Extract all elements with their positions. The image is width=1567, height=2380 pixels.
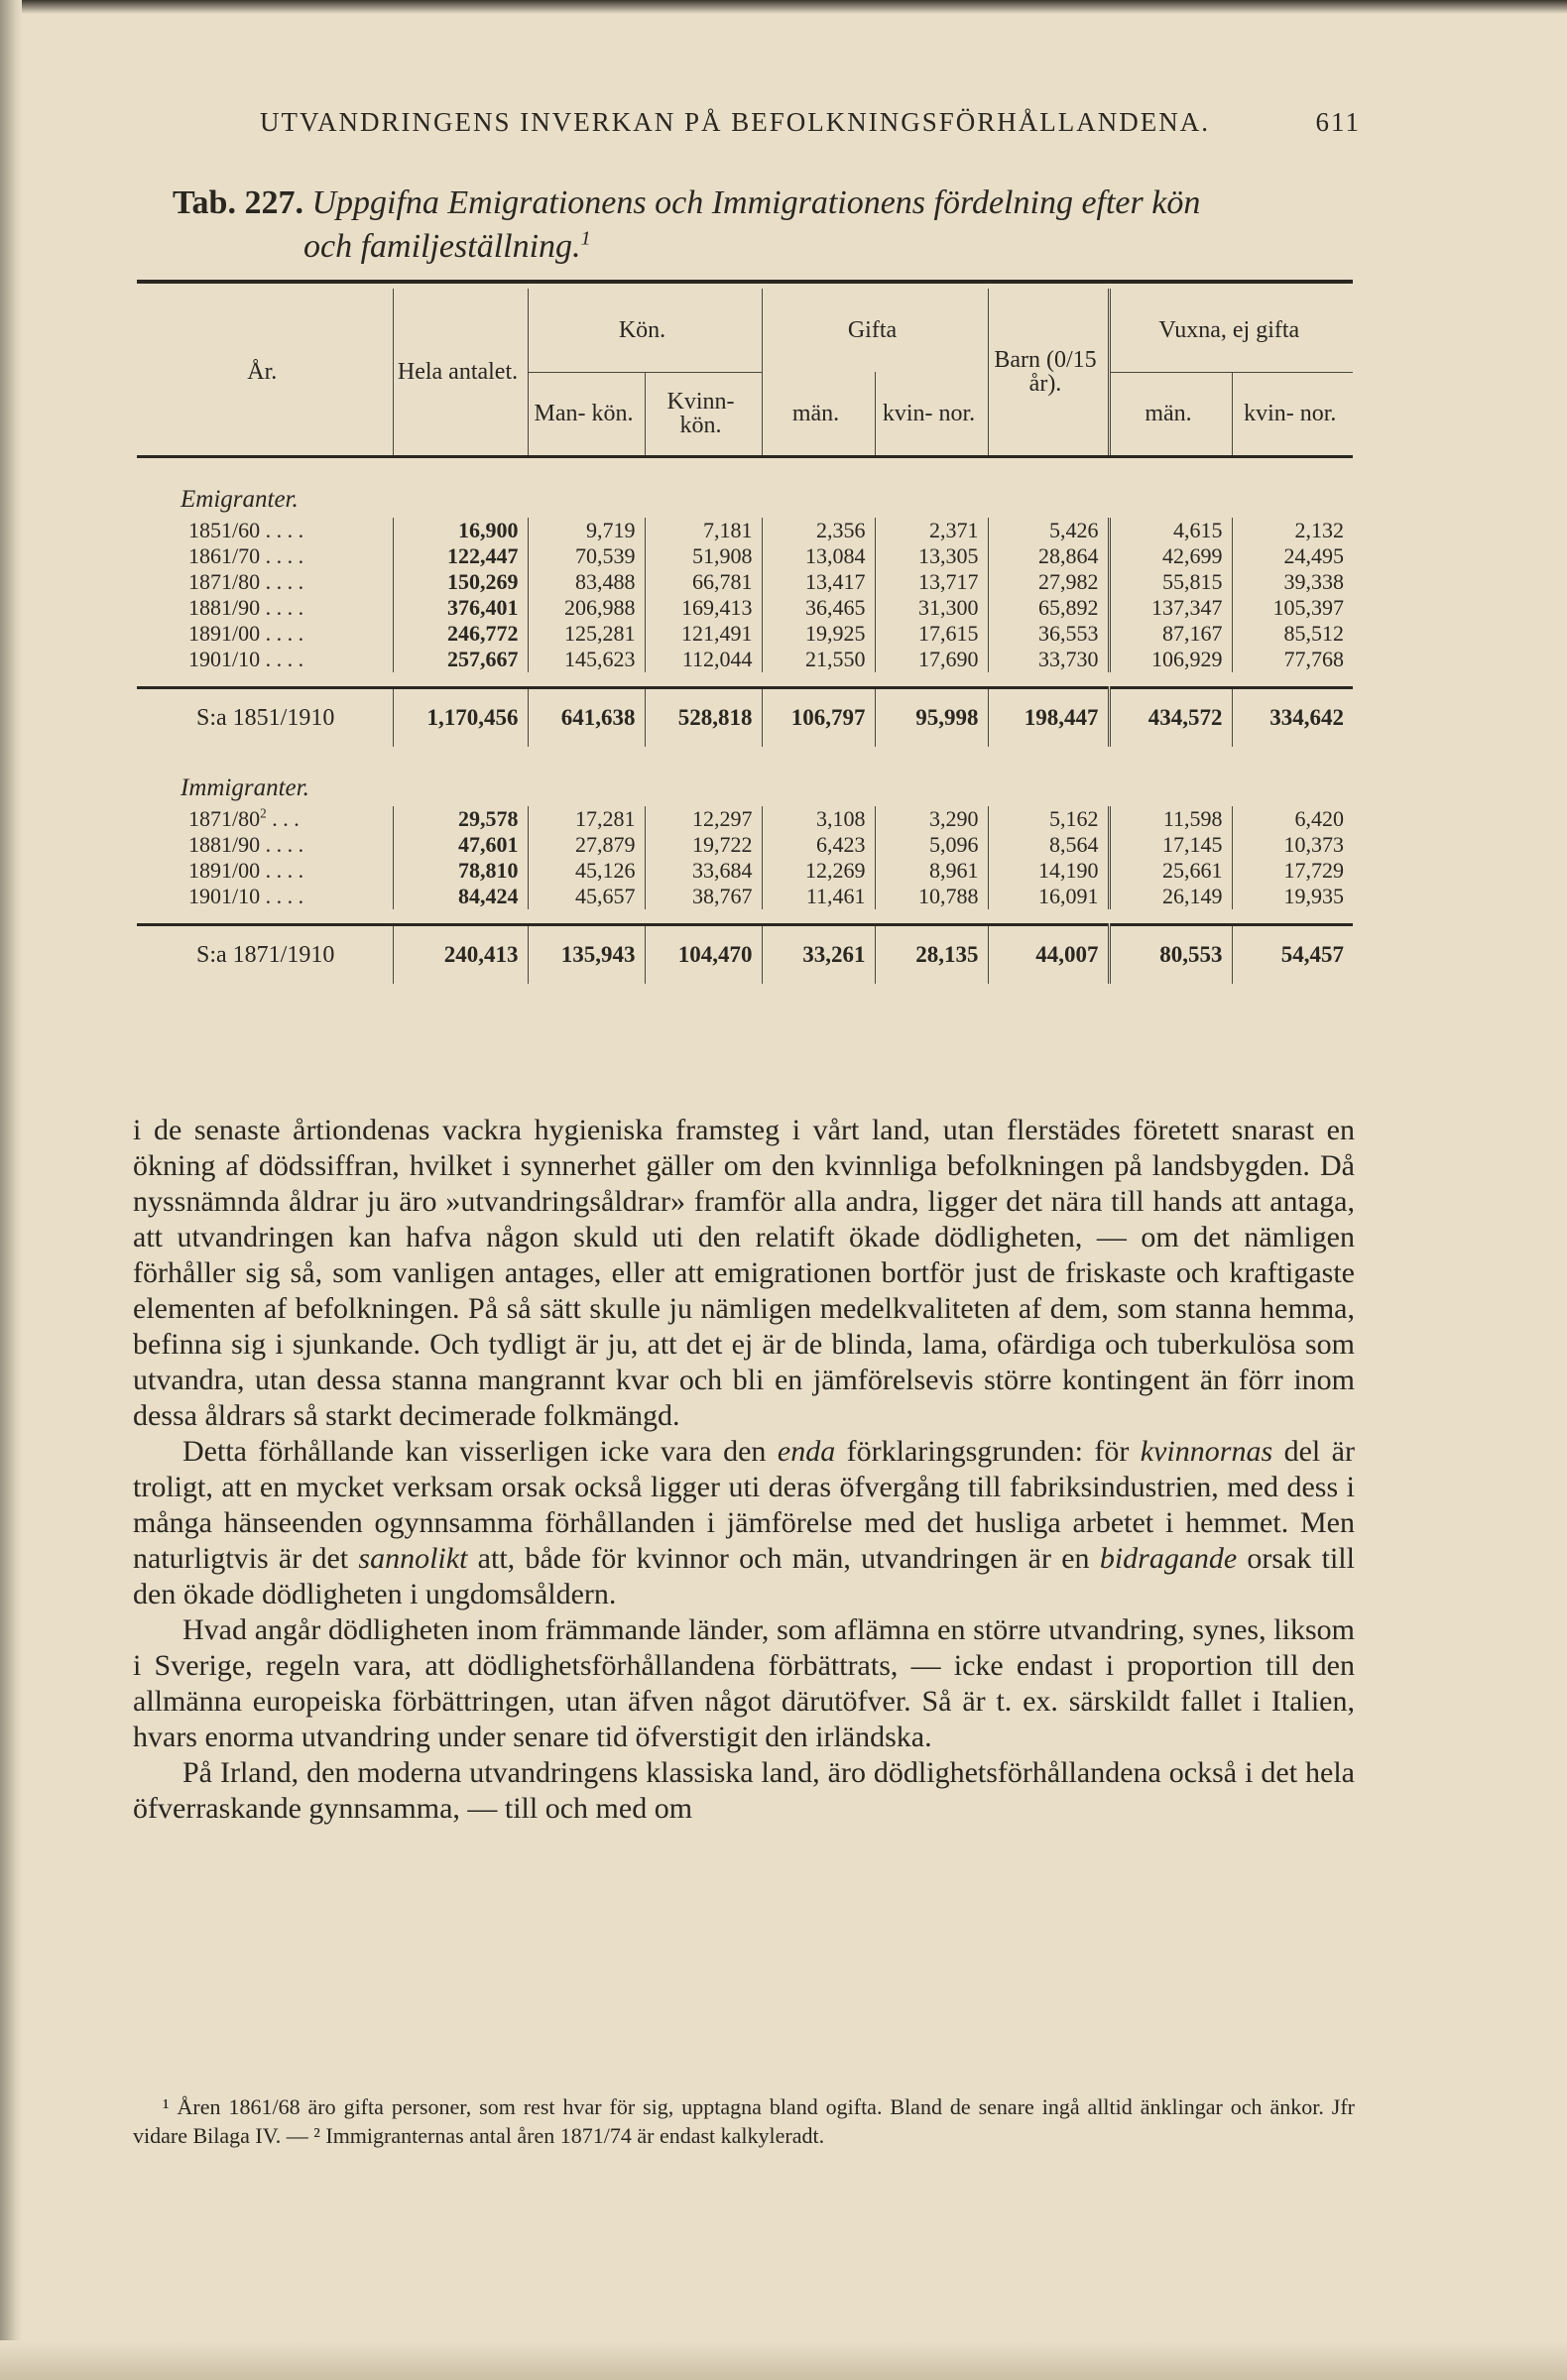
- sum-label: S:a 1871/1910: [137, 925, 393, 985]
- section-immigrants: Immigranter.: [181, 774, 309, 801]
- row-year: 1891/00 . . . .: [188, 858, 304, 883]
- sum-total: 240,413: [393, 925, 528, 985]
- cell-women: 51,908: [645, 543, 762, 569]
- cell-children: 33,730: [988, 647, 1109, 672]
- cell-total: 78,810: [393, 858, 528, 884]
- paragraph-3: Hvad angår dödligheten inom främmande länder, som aflämna en större utvandring, synes, liksom i Sverige, regeln vara, att dödlighetsförhållandena förbättrats, — icke endast i proportion till den allmänna europeiska förbättringen, utan äfven något därutöfver. Så är t. ex. särskildt fallet i Italien, hvars enorma utvandring under senare tid öfverstigit den irländska.: [133, 1613, 1355, 1753]
- header-children: Barn (0/15 år).: [988, 289, 1109, 455]
- paragraph-2-text: att, både för kvinnor och män, utvandringen är en: [467, 1542, 1100, 1575]
- emphasis-enda: enda: [777, 1435, 836, 1468]
- cell-children: 36,553: [988, 621, 1109, 647]
- cell-men: 206,988: [528, 595, 645, 621]
- header-married-men: män.: [762, 372, 875, 455]
- cell-total: 150,269: [393, 569, 528, 595]
- cell-adult-men: 25,661: [1109, 858, 1232, 884]
- row-year: 1891/00 . . . .: [188, 621, 304, 646]
- immigrants-sum-row: [137, 925, 1353, 985]
- cell-women: 12,297: [645, 806, 762, 832]
- footnote-ref: 2: [260, 805, 267, 821]
- cell-married-women: 10,788: [875, 884, 988, 909]
- cell-women: 33,684: [645, 858, 762, 884]
- table-caption: [173, 181, 1363, 269]
- paragraph-4: På Irland, den moderna utvandringens klassiska land, äro dödlighetsförhållandena också i det hela öfverraskande gynnsamma, — till och med om: [133, 1756, 1355, 1825]
- sum-adult-men: 434,572: [1109, 688, 1232, 748]
- cell-women: 121,491: [645, 621, 762, 647]
- cell-men: 125,281: [528, 621, 645, 647]
- cell-men: 27,879: [528, 832, 645, 858]
- table-title-line2-text: och familjeställning.: [303, 228, 581, 265]
- cell-adult-women: 19,935: [1232, 884, 1353, 909]
- cell-adult-women: 10,373: [1232, 832, 1353, 858]
- cell-married-men: 21,550: [762, 647, 875, 672]
- cell-children: 8,564: [988, 832, 1109, 858]
- cell-adult-men: 4,615: [1109, 518, 1232, 543]
- cell-children: 28,864: [988, 543, 1109, 569]
- table-row: [137, 806, 1353, 832]
- sum-children: 44,007: [988, 925, 1109, 985]
- sum-adult-women: 54,457: [1232, 925, 1353, 985]
- cell-adult-women: 105,397: [1232, 595, 1353, 621]
- header-married-women: kvin- nor.: [875, 372, 988, 455]
- sum-married-men: 106,797: [762, 688, 875, 748]
- table-row: [137, 621, 1353, 647]
- row-year: 1871/80 . . . .: [188, 569, 304, 594]
- cell-men: 45,657: [528, 884, 645, 909]
- sum-married-men: 33,261: [762, 925, 875, 985]
- cell-women: 112,044: [645, 647, 762, 672]
- cell-total: 257,667: [393, 647, 528, 672]
- row-year: 1881/90 . . . .: [188, 832, 304, 857]
- table-title-line1: Uppgifna Emigrationens och Immigrationens fördelning efter kön: [311, 184, 1201, 221]
- page-edge-left: [0, 0, 22, 2380]
- cell-men: 70,539: [528, 543, 645, 569]
- body-text: [133, 1113, 1355, 1827]
- cell-married-men: 36,465: [762, 595, 875, 621]
- section-emigrants: Emigranter.: [181, 486, 299, 513]
- header-adults: Vuxna, ej gifta: [1109, 289, 1353, 372]
- table-row: [137, 647, 1353, 672]
- cell-men: 45,126: [528, 858, 645, 884]
- page-number: 611: [1315, 107, 1361, 137]
- sum-adult-women: 334,642: [1232, 688, 1353, 748]
- cell-married-women: 13,717: [875, 569, 988, 595]
- row-year: 1901/10 . . . .: [188, 884, 304, 908]
- cell-adult-men: 42,699: [1109, 543, 1232, 569]
- header-adult-men: män.: [1109, 372, 1232, 455]
- header-sex: Kön.: [528, 289, 762, 372]
- cell-married-men: 6,423: [762, 832, 875, 858]
- cell-adult-men: 87,167: [1109, 621, 1232, 647]
- table-row: [137, 543, 1353, 569]
- sum-women: 104,470: [645, 925, 762, 985]
- paragraph-2-text: del är troligt, att en mycket verksam orsak också ligger uti deras öfvergång till fabriksindustrien, med dess i många hänseenden ogynnsamma förhållanden i jämförelse med det husliga arbetet i hemmet. Men naturligtvis är det: [133, 1435, 1355, 1575]
- table-row: [137, 569, 1353, 595]
- cell-married-women: 8,961: [875, 858, 988, 884]
- row-year: 1861/70 . . . .: [188, 543, 304, 568]
- sum-children: 198,447: [988, 688, 1109, 748]
- footnote-ref: 1: [580, 227, 591, 250]
- row-year: 1881/90 . . . .: [188, 595, 304, 620]
- sum-total: 1,170,456: [393, 688, 528, 748]
- cell-total: 122,447: [393, 543, 528, 569]
- header-men-sex: Man- kön.: [528, 372, 645, 455]
- cell-married-men: 13,084: [762, 543, 875, 569]
- table-row: [137, 518, 1353, 543]
- emphasis-kvinnornas: kvinnornas: [1140, 1435, 1273, 1468]
- cell-married-women: 17,690: [875, 647, 988, 672]
- cell-married-men: 12,269: [762, 858, 875, 884]
- cell-adult-women: 6,420: [1232, 806, 1353, 832]
- row-year: 1901/10 . . . .: [188, 647, 304, 671]
- sum-married-women: 95,998: [875, 688, 988, 748]
- cell-women: 38,767: [645, 884, 762, 909]
- cell-women: 66,781: [645, 569, 762, 595]
- running-head: [260, 107, 1361, 138]
- cell-children: 5,162: [988, 806, 1109, 832]
- row-year: [137, 806, 393, 832]
- cell-total: 246,772: [393, 621, 528, 647]
- paragraph-2-text: Detta förhållande kan visserligen icke vara den: [182, 1435, 778, 1468]
- paragraph-2-text: förklaringsgrunden: för: [835, 1435, 1141, 1468]
- cell-married-women: 3,290: [875, 806, 988, 832]
- statistics-table: [137, 280, 1353, 984]
- cell-children: 27,982: [988, 569, 1109, 595]
- cell-married-women: 31,300: [875, 595, 988, 621]
- sum-men: 641,638: [528, 688, 645, 748]
- row-year: 1851/60 . . . .: [188, 518, 304, 542]
- cell-adult-women: 2,132: [1232, 518, 1353, 543]
- cell-women: 19,722: [645, 832, 762, 858]
- cell-total: 16,900: [393, 518, 528, 543]
- table-row: [137, 595, 1353, 621]
- cell-married-men: 19,925: [762, 621, 875, 647]
- cell-married-women: 5,096: [875, 832, 988, 858]
- footnote-text: ¹ Åren 1861/68 äro gifta personer, som rest hvar för sig, upptagna bland ogifta. Bland de senare ingå alltid änklingar och änkor. Jfr vidare Bilaga IV. — ² Immigranternas antal åren 1871/74 är endast kalkyleradt.: [133, 2094, 1355, 2148]
- cell-men: 17,281: [528, 806, 645, 832]
- cell-adult-women: 85,512: [1232, 621, 1353, 647]
- table-row: [137, 832, 1353, 858]
- cell-married-men: 2,356: [762, 518, 875, 543]
- cell-adult-men: 137,347: [1109, 595, 1232, 621]
- cell-children: 5,426: [988, 518, 1109, 543]
- cell-adult-men: 17,145: [1109, 832, 1232, 858]
- header-adult-women: kvin- nor.: [1232, 372, 1353, 455]
- header-married: Gifta: [762, 289, 988, 372]
- sum-label: S:a 1851/1910: [137, 688, 393, 748]
- emigrants-sum-row: [137, 688, 1353, 748]
- cell-married-men: 3,108: [762, 806, 875, 832]
- sum-men: 135,943: [528, 925, 645, 985]
- table-top-rule: [137, 280, 1353, 284]
- header-year: År.: [247, 359, 278, 385]
- table-number: Tab. 227.: [173, 184, 303, 221]
- page-edge-top: [0, 0, 1567, 14]
- paragraph-2-text: orsak till den ökade dödligheten i ungdomsåldern.: [133, 1542, 1355, 1610]
- cell-adult-men: 55,815: [1109, 569, 1232, 595]
- cell-married-women: 2,371: [875, 518, 988, 543]
- paragraph-2: [133, 1434, 1355, 1612]
- sum-women: 528,818: [645, 688, 762, 748]
- cell-men: 83,488: [528, 569, 645, 595]
- sum-married-women: 28,135: [875, 925, 988, 985]
- cell-women: 7,181: [645, 518, 762, 543]
- cell-men: 145,623: [528, 647, 645, 672]
- cell-total: 47,601: [393, 832, 528, 858]
- row-year-text: 1871/80: [188, 806, 261, 831]
- cell-married-women: 17,615: [875, 621, 988, 647]
- cell-total: 29,578: [393, 806, 528, 832]
- table-row: [137, 884, 1353, 909]
- cell-married-men: 11,461: [762, 884, 875, 909]
- header-women-sex: Kvinn- kön.: [645, 372, 762, 455]
- cell-men: 9,719: [528, 518, 645, 543]
- cell-adult-men: 11,598: [1109, 806, 1232, 832]
- table-title-line2: [173, 225, 1363, 269]
- running-head-title: UTVANDRINGENS INVERKAN PÅ BEFOLKNINGSFÖRHÅLLANDENA.: [260, 107, 1211, 137]
- cell-adult-women: 39,338: [1232, 569, 1353, 595]
- cell-married-women: 13,305: [875, 543, 988, 569]
- emphasis-sannolikt: sannolikt: [358, 1542, 468, 1575]
- cell-adult-women: 17,729: [1232, 858, 1353, 884]
- cell-women: 169,413: [645, 595, 762, 621]
- cell-married-men: 13,417: [762, 569, 875, 595]
- sum-adult-men: 80,553: [1109, 925, 1232, 985]
- paragraph-1: i de senaste årtiondenas vackra hygieniska framsteg i vårt land, utan flerstädes företett snarast en ökning af dödssiffran, hvilket i synnerhet gäller om den kvinnliga befolkningen på landsbygden. Då nyssnämnda åldrar ju äro »utvandringsåldrar» framför alla andra, ligger det nära till hands att antaga, att utvandringen kan hafva någon skuld uti den relatift ökade dödligheten, — om det nämligen förhåller sig så, som vanligen antages, eller att emigrationen bortför just de friskaste och kraftigaste elementen af befolkningen. På så sätt skulle ju nämligen medelkvaliteten af dem, som stanna hemma, befinna sig i sjunkande. Och tydligt är ju, att det ej är de blinda, lama, ofärdiga och tuberkulösa som utvandra, utan dessa stanna mangrannt kvar och bli en jämförelsevis större kontingent än förr inom dessa åldrars så starkt decimerade folkmängd.: [133, 1114, 1355, 1432]
- cell-children: 14,190: [988, 858, 1109, 884]
- cell-children: 65,892: [988, 595, 1109, 621]
- cell-total: 84,424: [393, 884, 528, 909]
- table-row: [137, 858, 1353, 884]
- footnotes: [133, 2092, 1355, 2150]
- cell-adult-women: 77,768: [1232, 647, 1353, 672]
- row-year-dots: . . .: [272, 806, 300, 831]
- cell-adult-women: 24,495: [1232, 543, 1353, 569]
- cell-adult-men: 106,929: [1109, 647, 1232, 672]
- cell-total: 376,401: [393, 595, 528, 621]
- page-edge-bottom: [0, 2340, 1567, 2380]
- header-total: Hela antalet.: [393, 289, 528, 455]
- emphasis-bidragande: bidragande: [1099, 1542, 1238, 1575]
- cell-adult-men: 26,149: [1109, 884, 1232, 909]
- cell-children: 16,091: [988, 884, 1109, 909]
